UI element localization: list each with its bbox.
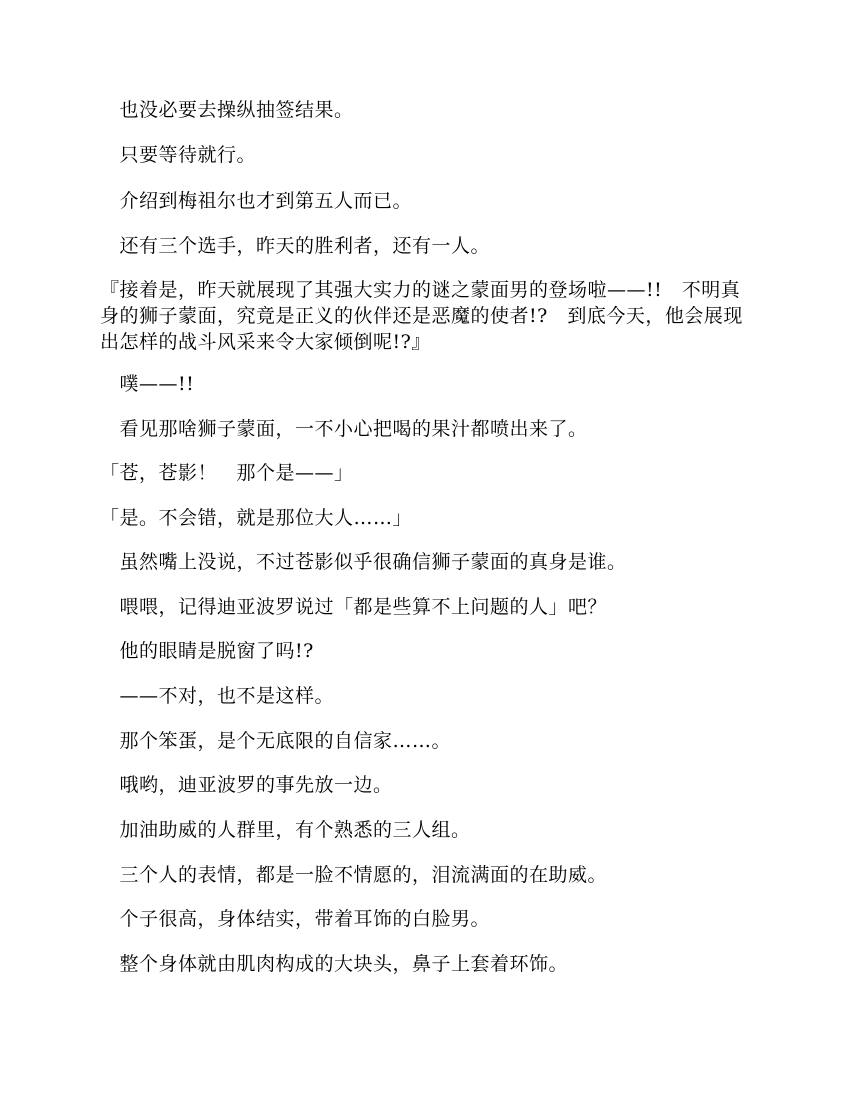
paragraph: 介绍到梅祖尔也才到第五人而已。 xyxy=(100,190,413,212)
paragraph: 「是。不会错，就是那位大人……」 xyxy=(100,507,413,529)
paragraph: 噗——!! xyxy=(100,373,195,395)
paragraph: 也没必要去操纵抽签结果。 xyxy=(100,99,354,121)
paragraph: 只要等待就行。 xyxy=(100,144,257,166)
paragraph: 『接着是，昨天就展现了其强大实力的谜之蒙面男的登场啦——!! 不明真身的狮子蒙面，究竟是正义的伙伴还是恶魔的使者!? 到底今天，他会展现出怎样的战斗风采来令大家倾倒呢!?』 xyxy=(100,279,743,353)
paragraph: 那个笨蛋，是个无底限的自信家……。 xyxy=(100,730,452,752)
paragraph: 「苍，苍影！ 那个是——」 xyxy=(100,462,354,484)
paragraph: 还有三个选手，昨天的胜利者，还有一人。 xyxy=(100,235,491,257)
paragraph: 加油助威的人群里，有个熟悉的三人组。 xyxy=(100,819,471,841)
paragraph: 虽然嘴上没说，不过苍影似乎很确信狮子蒙面的真身是谁。 xyxy=(100,551,627,573)
paragraph: 哦哟，迪亚波罗的事先放一边。 xyxy=(100,774,393,796)
paragraph: 看见那啥狮子蒙面，一不小心把喝的果汁都喷出来了。 xyxy=(100,418,588,440)
paragraph: ——不对，也不是这样。 xyxy=(100,685,335,707)
paragraph: 整个身体就由肌肉构成的大块头，鼻子上套着环饰。 xyxy=(100,953,569,975)
paragraph: 三个人的表情，都是一脸不情愿的，泪流满面的在助威。 xyxy=(100,864,608,886)
paragraph: 喂喂，记得迪亚波罗说过「都是些算不上问题的人」吧？ xyxy=(100,596,608,618)
paragraph: 他的眼睛是脱窗了吗!? xyxy=(100,640,314,662)
paragraph: 个子很高，身体结实，带着耳饰的白脸男。 xyxy=(100,908,491,930)
